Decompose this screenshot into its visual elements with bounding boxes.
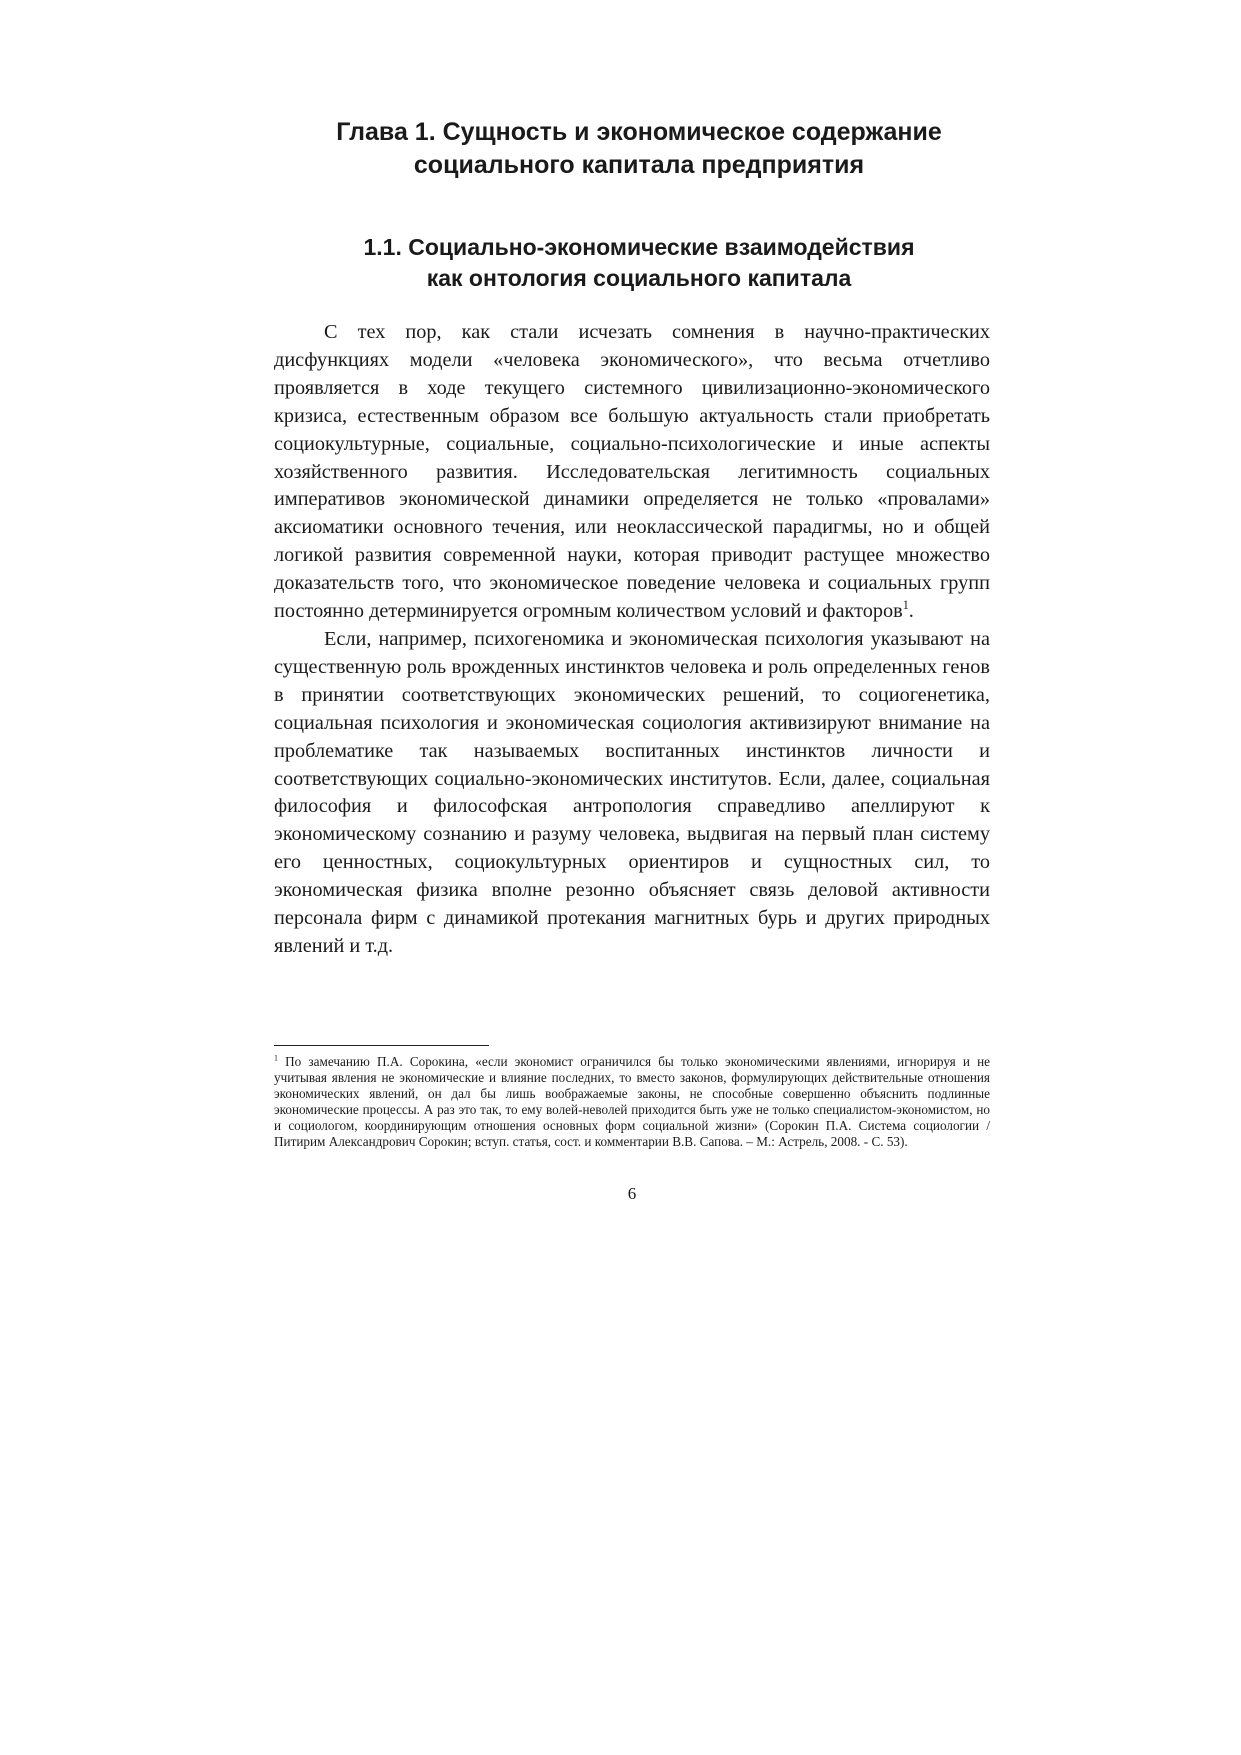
paragraph-2: Если, например, психогеномика и экономическая психология указывают на существенную роль врожденных инстинктов человека и роль определенных генов в принятии соответствующих экономических решений, то социогенетика, социальная психология и экономическая социология активизируют внимание на проблематике так называемых воспитанных инстинктов личности и соответствующих социально-экономических институтов. Если, далее, социальная философия и философская антропология справедливо апеллируют к экономическому сознанию и разуму человека, выдвигая на первый план систему его ценностных, социокультурных ориентиров и сущностных сил, то экономическая физика вполне резонно объясняет связь деловой активности персонала фирм с динамикой протекания магнитных бурь и других природных явлений и т.д.	[274, 627, 990, 957]
paragraph-1	[274, 319, 990, 626]
chapter-title-line-1: Глава 1. Сущность и экономическое содержание	[336, 118, 942, 146]
footnote-marker: 1	[274, 1053, 278, 1063]
footnote-separator	[274, 1045, 489, 1046]
body-text	[274, 319, 990, 961]
chapter-title	[274, 116, 1004, 182]
footnote-reference[interactable]: 1	[902, 598, 909, 613]
paragraph-1-end: .	[908, 600, 914, 623]
section-title-line-2: как онтология социального капитала	[426, 265, 852, 291]
footnote-text: По замечанию П.А. Сорокина, «если экономист ограничился бы только экономическими явлениями, игнорируя и не учитывая явления не экономические и влияние последних, то вместо законов, формулирующих действительные отношения экономических явлений, он дал бы лишь воображаемые законы, не способные совершенно объяснить подлинные экономические процессы. А раз это так, то ему волей-неволей приходится быть уже не только специалистом-экономистом, но и социологом, координирующим отношения основных форм социальной жизни» (Сорокин П.А. Система социологии / Питирим Александрович Сорокин; вступ. статья, сост. и комментарии В.В. Сапова. – М.: Астрель, 2008. - С. 53).	[274, 1054, 991, 1149]
page-number: 6	[627, 1184, 637, 1203]
footnote	[274, 1054, 990, 1149]
paragraph-1-text: С тех пор, как стали исчезать сомнения в научно-практических дисфункциях модели «человека экономического», что весьма отчетливо проявляется в ходе текущего системного цивилизационно-экономического кризиса, естественным образом все большую актуальность стали приобретать социокультурные, социальные, социально-психологические и иные аспекты хозяйственного развития. Исследовательская легитимность социальных императивов экономической динамики определяется не только «провалами» аксиоматики основного течения, или неоклассической парадигмы, но и общей логикой развития современной науки, которая приводит растущее множество доказательств того, что экономическое поведение человека и социальных групп постоянно детерминируется огромным количеством условий и факторов	[274, 321, 990, 623]
section-title	[274, 232, 1004, 294]
section-title-line-1: 1.1. Социально-экономические взаимодействия	[363, 234, 915, 260]
chapter-title-line-2: социального капитала предприятия	[413, 151, 865, 179]
